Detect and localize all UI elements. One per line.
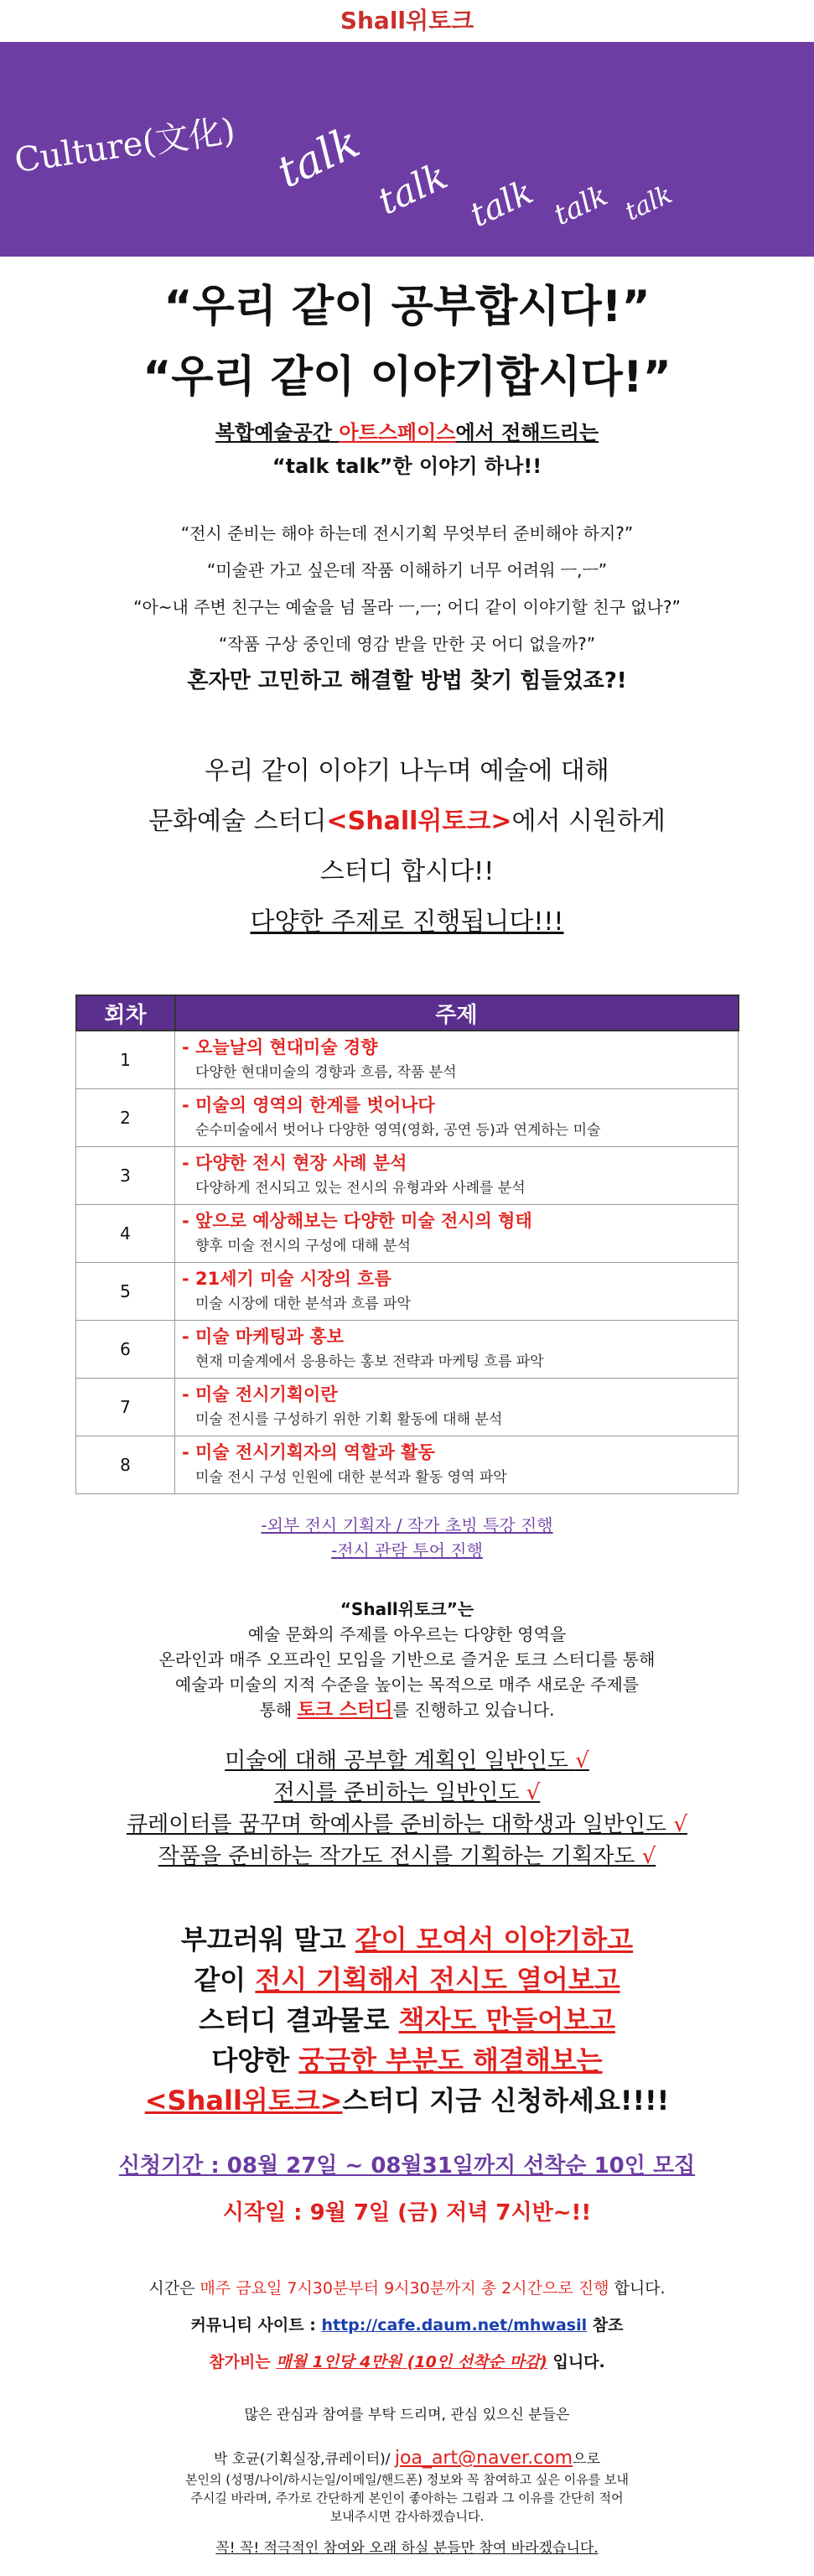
closing-detail3: 보내주시면 감사하겠습니다. bbox=[329, 2509, 485, 2524]
banner-talk-1: talk bbox=[270, 117, 368, 199]
target-3: 큐레이터를 꿈꾸며 학예사를 준비하는 대학생과 일반인도 √ bbox=[127, 1812, 687, 1837]
headline-talk: “우리 같이 이야기합시다!” bbox=[143, 352, 671, 402]
table-row: 6 - 미술 마케팅과 홍보 현재 미술계에서 응용하는 홍보 전략과 마케팅 흐름 파악 bbox=[76, 1321, 739, 1379]
question-3: “아~내 주변 친구는 예술을 넘 몰라 ㅡ,ㅡ; 어디 같이 이야기할 친구 없나?” bbox=[133, 597, 681, 617]
banner-talk-5: talk bbox=[620, 179, 677, 227]
about-line4: 통해 토크 스터디를 진행하고 있습니다. bbox=[259, 1700, 555, 1721]
alone-text: 혼자만 고민하고 해결할 방법 찾기 힘들었죠?! bbox=[187, 668, 627, 693]
target-2: 전시를 준비하는 일반인도 √ bbox=[273, 1780, 541, 1805]
table-row: 5 - 21세기 미술 시장의 흐름 미술 시장에 대한 분석과 흐름 파악 bbox=[76, 1263, 739, 1321]
table-row: 1 - 오늘날의 현대미술 경향 다양한 현대미술의 경향과 흐름, 작품 분석 bbox=[76, 1031, 739, 1089]
cta-line1: 부끄러워 말고 같이 모여서 이야기하고 bbox=[180, 1924, 634, 1955]
table-row: 3 - 다양한 전시 현장 사례 분석 다양하게 전시되고 있는 전시의 유형과와 사례를 분석 bbox=[76, 1147, 739, 1205]
about-line2: 온라인과 매주 오프라인 모임을 기반으로 즐거운 토크 스터디를 통해 bbox=[158, 1649, 656, 1670]
question-1: “전시 준비는 해야 하는데 전시기획 무엇부터 준비해야 하지?” bbox=[180, 523, 634, 543]
contact-line: 박 호균(기획실장,큐레이터)/ joa_art@naver.com으로 bbox=[214, 2448, 600, 2469]
question-2: “미술관 가고 싶은데 작품 이해하기 너무 어려워 ㅡ,ㅡ” bbox=[206, 560, 608, 580]
headline-study: “우리 같이 공부합시다!” bbox=[163, 282, 651, 332]
target-1: 미술에 대해 공부할 계획인 일반인도 √ bbox=[225, 1748, 589, 1774]
together-line1: 우리 같이 이야기 나누며 예술에 대해 bbox=[205, 756, 609, 786]
table-row: 8 - 미술 전시기획자의 역할과 활동 미술 전시 구성 인원에 대한 분석과 활동 영역 파악 bbox=[76, 1436, 739, 1494]
fee-info: 참가비는 매월 1인당 4만원 (10인 선착순 마감) 입니다. bbox=[209, 2353, 605, 2371]
banner-talk-2: talk bbox=[371, 154, 454, 224]
extra-lecture: -외부 전시 기획자 / 작가 초빙 특강 진행 bbox=[261, 1515, 553, 1535]
about-line3: 예술과 미술의 지적 수준을 높이는 목적으로 매주 새로운 주제를 bbox=[174, 1675, 640, 1695]
art-space-name: 아트스페이스 bbox=[339, 421, 456, 444]
time-info: 시간은 매주 금요일 7시30분부터 9시30분까지 총 2시간으로 진행 합니다. bbox=[148, 2279, 666, 2298]
banner-talk-3: talk bbox=[464, 172, 540, 236]
intro-line2: “talk talk”한 이야기 하나!! bbox=[272, 454, 542, 478]
closing-detail2: 주시길 바라며, 주가로 간단하게 본인이 좋아하는 그림과 그 이유를 간단히 적어 bbox=[190, 2490, 624, 2506]
banner-talk-4: talk bbox=[548, 179, 613, 232]
cta-line3: 스터디 결과물로 책자도 만들어보고 bbox=[198, 2004, 616, 2036]
check-icon: √ bbox=[526, 1780, 541, 1805]
culture-banner bbox=[0, 42, 814, 257]
together-line4: 다양한 주제로 진행됩니다!!! bbox=[250, 907, 564, 937]
closing-detail1: 본인의 (성명/나이/하시는일/이메일/핸드폰) 정보와 꼭 참여하고 싶은 이유를 보내 bbox=[185, 2472, 629, 2487]
site-info: 커뮤니티 사이트 : http://cafe.daum.net/mhwasil 참조 bbox=[190, 2316, 624, 2334]
cafe-link[interactable]: http://cafe.daum.net/mhwasil bbox=[321, 2316, 588, 2334]
table-header-topic: 주제 bbox=[175, 995, 739, 1031]
question-4: “작품 구상 중인데 영감 받을 만한 곳 어디 없을까?” bbox=[218, 634, 596, 654]
check-icon: √ bbox=[575, 1748, 589, 1774]
together-line2: 문화예술 스터디<Shall위토크>에서 시원하게 bbox=[148, 807, 666, 836]
table-row: 4 - 앞으로 예상해보는 다양한 미술 전시의 형태 향후 미술 전시의 구성에 대해 분석 bbox=[76, 1205, 739, 1263]
target-4: 작품을 준비하는 작가도 전시를 기획하는 기획자도 √ bbox=[158, 1844, 656, 1869]
intro-line1: 복합예술공간 아트스페이스에서 전해드리는 bbox=[215, 421, 599, 444]
schedule-table bbox=[75, 995, 739, 1494]
apply-period: 신청기간 : 08월 27일 ~ 08월31일까지 선착순 10인 모집 bbox=[118, 2153, 696, 2179]
talk-study-highlight: 토크 스터디 bbox=[297, 1700, 393, 1721]
about-name: “Shall위토크”는 bbox=[340, 1599, 474, 1619]
together-line3: 스터디 합시다!! bbox=[319, 857, 495, 886]
contact-email[interactable]: joa_art@naver.com bbox=[394, 2448, 573, 2469]
brand-title: Shall위토크 bbox=[340, 7, 474, 34]
banner-culture-text: Culture(文化) bbox=[12, 111, 238, 181]
check-icon: √ bbox=[673, 1812, 687, 1837]
cta-line5: <Shall위토크>스터디 지금 신청하세요!!!! bbox=[144, 2085, 670, 2116]
table-row: 2 - 미술의 영역의 한계를 벗어나다 순수미술에서 벗어나 다양한 영역(영화, 공연 등)과 연계하는 미술 bbox=[76, 1089, 739, 1147]
extra-tour: -전시 관람 투어 진행 bbox=[331, 1540, 483, 1561]
about-line1: 예술 문화의 주제를 아우르는 다양한 영역을 bbox=[247, 1624, 567, 1644]
start-date: 시작일 : 9월 7일 (금) 저녁 7시반~!! bbox=[222, 2200, 592, 2225]
check-icon: √ bbox=[641, 1844, 656, 1869]
cta-line4: 다양한 궁금한 부분도 해결해보는 bbox=[211, 2044, 603, 2076]
study-name: <Shall위토크> bbox=[326, 807, 512, 836]
table-row: 7 - 미술 전시기획이란 미술 전시를 구성하기 위한 기획 활동에 대해 분석 bbox=[76, 1379, 739, 1436]
closing-final: 꼭! 꼭! 적극적인 참여와 오래 하실 분들만 참여 바라겠습니다. bbox=[215, 2540, 599, 2557]
cta-line2: 같이 전시 기획해서 전시도 열어보고 bbox=[194, 1964, 620, 1996]
closing-ask: 많은 관심과 참여를 부탁 드리며, 관심 있으신 분들은 bbox=[244, 2407, 570, 2423]
table-header-session: 회차 bbox=[76, 995, 175, 1031]
